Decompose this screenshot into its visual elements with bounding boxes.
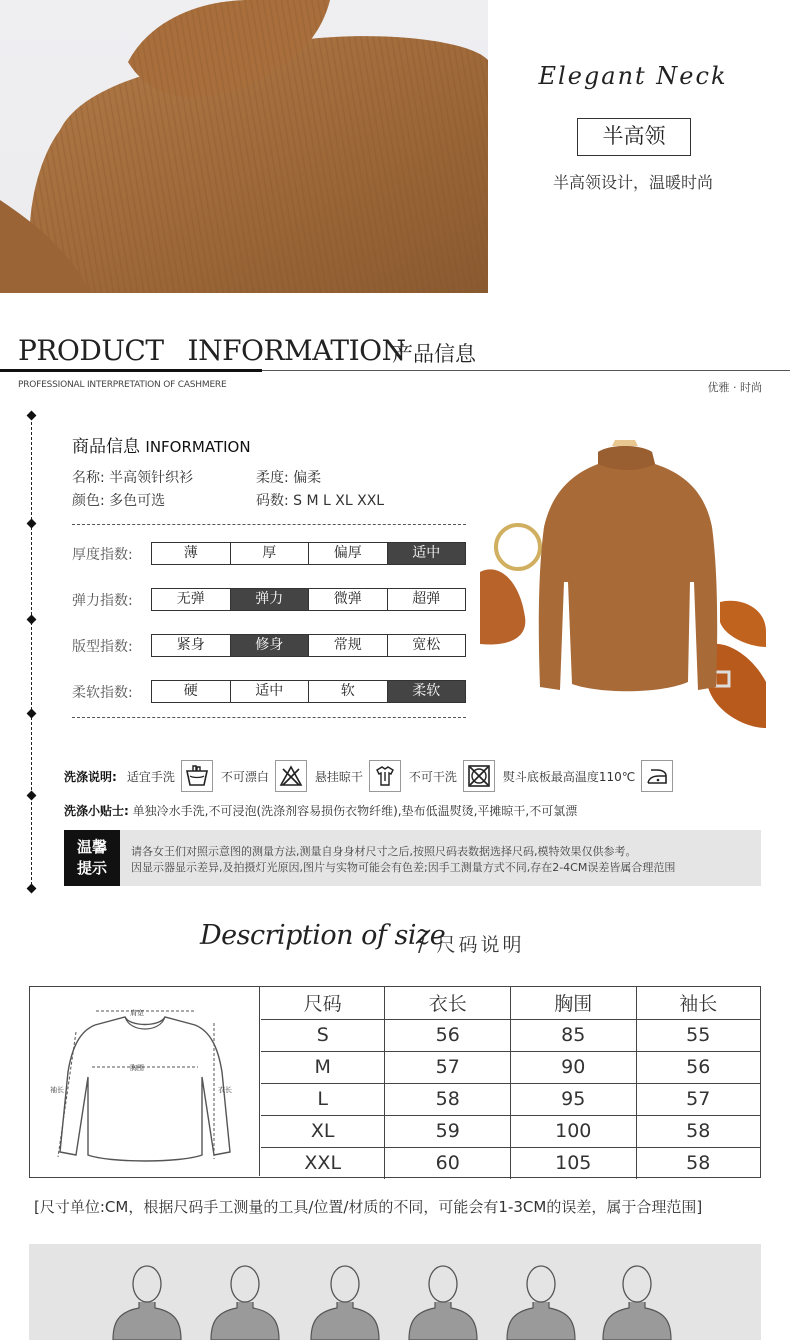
index-option: 适中 — [231, 681, 310, 702]
size-cell: 60 — [385, 1147, 511, 1179]
measurement-diagram — [30, 987, 260, 1176]
index-scale — [151, 680, 466, 703]
index-option: 软 — [309, 681, 388, 702]
index-option: 超弹 — [388, 589, 466, 610]
size-cell: 85 — [510, 1019, 636, 1051]
section-title-part1: PRODUCT — [18, 334, 164, 367]
index-scale — [151, 634, 466, 657]
info-sizes: 码数: S M L XL XXL — [256, 493, 385, 509]
shoulder-label: 肩宽 — [130, 1009, 144, 1017]
wash-item — [409, 760, 495, 792]
size-cell: S — [261, 1019, 385, 1051]
wash-item — [221, 760, 307, 792]
size-cell: XL — [261, 1115, 385, 1147]
info-heading-en: INFORMATION — [145, 438, 251, 456]
section-title — [18, 334, 406, 367]
size-header-cell: 衣长 — [385, 987, 511, 1019]
index-option: 硬 — [152, 681, 231, 702]
body-figure-illustrations — [29, 1244, 761, 1340]
wash-item-text: 不可干洗 — [408, 769, 457, 784]
hand-wash-icon — [181, 760, 213, 792]
notice-text — [131, 844, 675, 876]
rail-dot — [27, 615, 37, 625]
size-chart — [29, 986, 761, 1178]
dashed-separator — [72, 524, 466, 525]
wash-item — [127, 760, 213, 792]
table-row — [261, 1115, 760, 1147]
size-cell: 56 — [636, 1051, 760, 1083]
index-label: 弹力指数: — [72, 593, 133, 609]
size-cell: XXL — [261, 1147, 385, 1179]
dashed-separator — [72, 717, 466, 718]
index-label: 厚度指数: — [72, 547, 133, 563]
index-option: 常规 — [309, 635, 388, 656]
size-title-cn: / 尺码说明 — [418, 934, 525, 956]
table-row — [261, 1147, 760, 1179]
index-label: 柔软指数: — [72, 685, 133, 701]
size-cell: 58 — [636, 1115, 760, 1147]
product-photo — [480, 432, 766, 728]
wash-item-text: 适宜手洗 — [126, 769, 175, 784]
wash-item-text: 悬挂晾干 — [314, 769, 363, 784]
length-label: 衣长 — [218, 1086, 232, 1094]
table-row — [261, 1083, 760, 1115]
section-right-tag: 优雅 · 时尚 — [707, 381, 762, 394]
index-option-selected: 修身 — [231, 635, 310, 656]
size-table — [261, 987, 760, 1179]
section-title-cn: 产品信息 — [392, 342, 476, 366]
index-option: 薄 — [152, 543, 231, 564]
wash-item — [315, 760, 401, 792]
neck-box-label: 半高领 — [577, 118, 691, 156]
info-softness: 柔度: 偏柔 — [256, 470, 322, 486]
sleeve-label: 袖长 — [50, 1086, 64, 1094]
index-option: 偏厚 — [309, 543, 388, 564]
left-dotted-rail — [31, 412, 32, 890]
section-divider-thin — [262, 370, 790, 371]
size-cell: L — [261, 1083, 385, 1115]
index-label: 版型指数: — [72, 639, 133, 655]
body-figure — [409, 1266, 477, 1340]
index-scale — [151, 588, 466, 611]
rail-dot — [27, 709, 37, 719]
size-cell: 58 — [385, 1083, 511, 1115]
index-option: 无弹 — [152, 589, 231, 610]
section-subtitle: PROFESSIONAL INTERPRETATION OF CASHMERE — [18, 380, 227, 390]
size-cell: 57 — [385, 1051, 511, 1083]
wash-item-text: 不可漂白 — [220, 769, 269, 784]
no-dry-clean-icon — [463, 760, 495, 792]
size-cell: 57 — [636, 1083, 760, 1115]
wash-tip-text: 单独冷水手洗,不可浸泡(洗涤剂容易损伤衣物纤维),垫布低温熨烫,平摊晾干,不可氯漂 — [128, 804, 578, 818]
info-heading — [72, 432, 251, 457]
size-cell: 55 — [636, 1019, 760, 1051]
notice-tag-line2: 提示 — [76, 859, 107, 877]
size-note: [尺寸单位:CM，根据尺码手工测量的工具/位置/材质的不同，可能会有1-3CM的误差，属于合理范围] — [34, 1198, 703, 1216]
notice-line1: 请各女王们对照示意图的测量方法,测量自身身材尺寸之后,按照尺码表数据选择尺码,模特效果仅供参考。 — [131, 845, 637, 858]
size-cell: 95 — [510, 1083, 636, 1115]
size-table-header — [261, 987, 760, 1019]
size-cell: 56 — [385, 1019, 511, 1051]
notice-box — [64, 830, 761, 886]
notice-tag — [64, 830, 120, 886]
size-cell: 90 — [510, 1051, 636, 1083]
index-option: 厚 — [231, 543, 310, 564]
rail-dot — [27, 519, 37, 529]
rail-dot — [27, 884, 37, 894]
body-figure — [311, 1266, 379, 1340]
notice-tag-line1: 温馨 — [76, 838, 107, 856]
wash-tip-label: 洗涤小贴士: — [64, 804, 129, 818]
info-name: 名称: 半高领针织衫 — [72, 470, 194, 486]
body-figure — [603, 1266, 671, 1340]
hang-dry-icon — [369, 760, 401, 792]
size-title: Description of size — [200, 920, 446, 951]
notice-line2: 因显示器显示差异,及拍摄灯光原因,图片与实物可能会有色差;因手工测量方式不同,存在2-4CM误差皆属合理范围 — [131, 861, 676, 874]
wash-tips — [64, 802, 577, 819]
index-scale — [151, 542, 466, 565]
wash-instructions — [64, 760, 681, 792]
size-header-cell: 袖长 — [636, 987, 760, 1019]
rail-dot — [27, 791, 37, 801]
wash-item-text: 熨斗底板最高温度110℃ — [502, 769, 636, 784]
body-figure — [211, 1266, 279, 1340]
size-cell: M — [261, 1051, 385, 1083]
size-header-cell: 胸围 — [510, 987, 636, 1019]
no-bleach-icon — [275, 760, 307, 792]
iron-icon — [641, 760, 673, 792]
info-color: 颜色: 多色可选 — [72, 493, 166, 509]
index-option-selected: 柔软 — [388, 681, 466, 702]
size-cell: 100 — [510, 1115, 636, 1147]
size-header-cell: 尺码 — [261, 987, 385, 1019]
info-heading-cn: 商品信息 — [72, 437, 140, 457]
hero-banner — [0, 0, 790, 295]
neck-script-title: Elegant Neck — [538, 62, 728, 90]
table-row — [261, 1019, 760, 1051]
body-figure — [507, 1266, 575, 1340]
index-option: 紧身 — [152, 635, 231, 656]
size-cell: 105 — [510, 1147, 636, 1179]
size-cell: 59 — [385, 1115, 511, 1147]
index-option: 宽松 — [388, 635, 466, 656]
wash-item — [503, 760, 673, 792]
size-cell: 58 — [636, 1147, 760, 1179]
index-option: 微弹 — [309, 589, 388, 610]
section-title-part2: INFORMATION — [187, 334, 406, 367]
wash-label: 洗涤说明: — [64, 769, 117, 784]
section-divider-thick — [0, 369, 262, 372]
rail-dot — [27, 411, 37, 421]
table-row — [261, 1051, 760, 1083]
body-figure — [113, 1266, 181, 1340]
sweater-neck-photo — [0, 0, 488, 293]
chest-label: 胸围 — [130, 1064, 144, 1072]
neck-description: 半高领设计，温暖时尚 — [552, 173, 713, 192]
index-option-selected: 适中 — [388, 543, 466, 564]
index-option-selected: 弹力 — [231, 589, 310, 610]
